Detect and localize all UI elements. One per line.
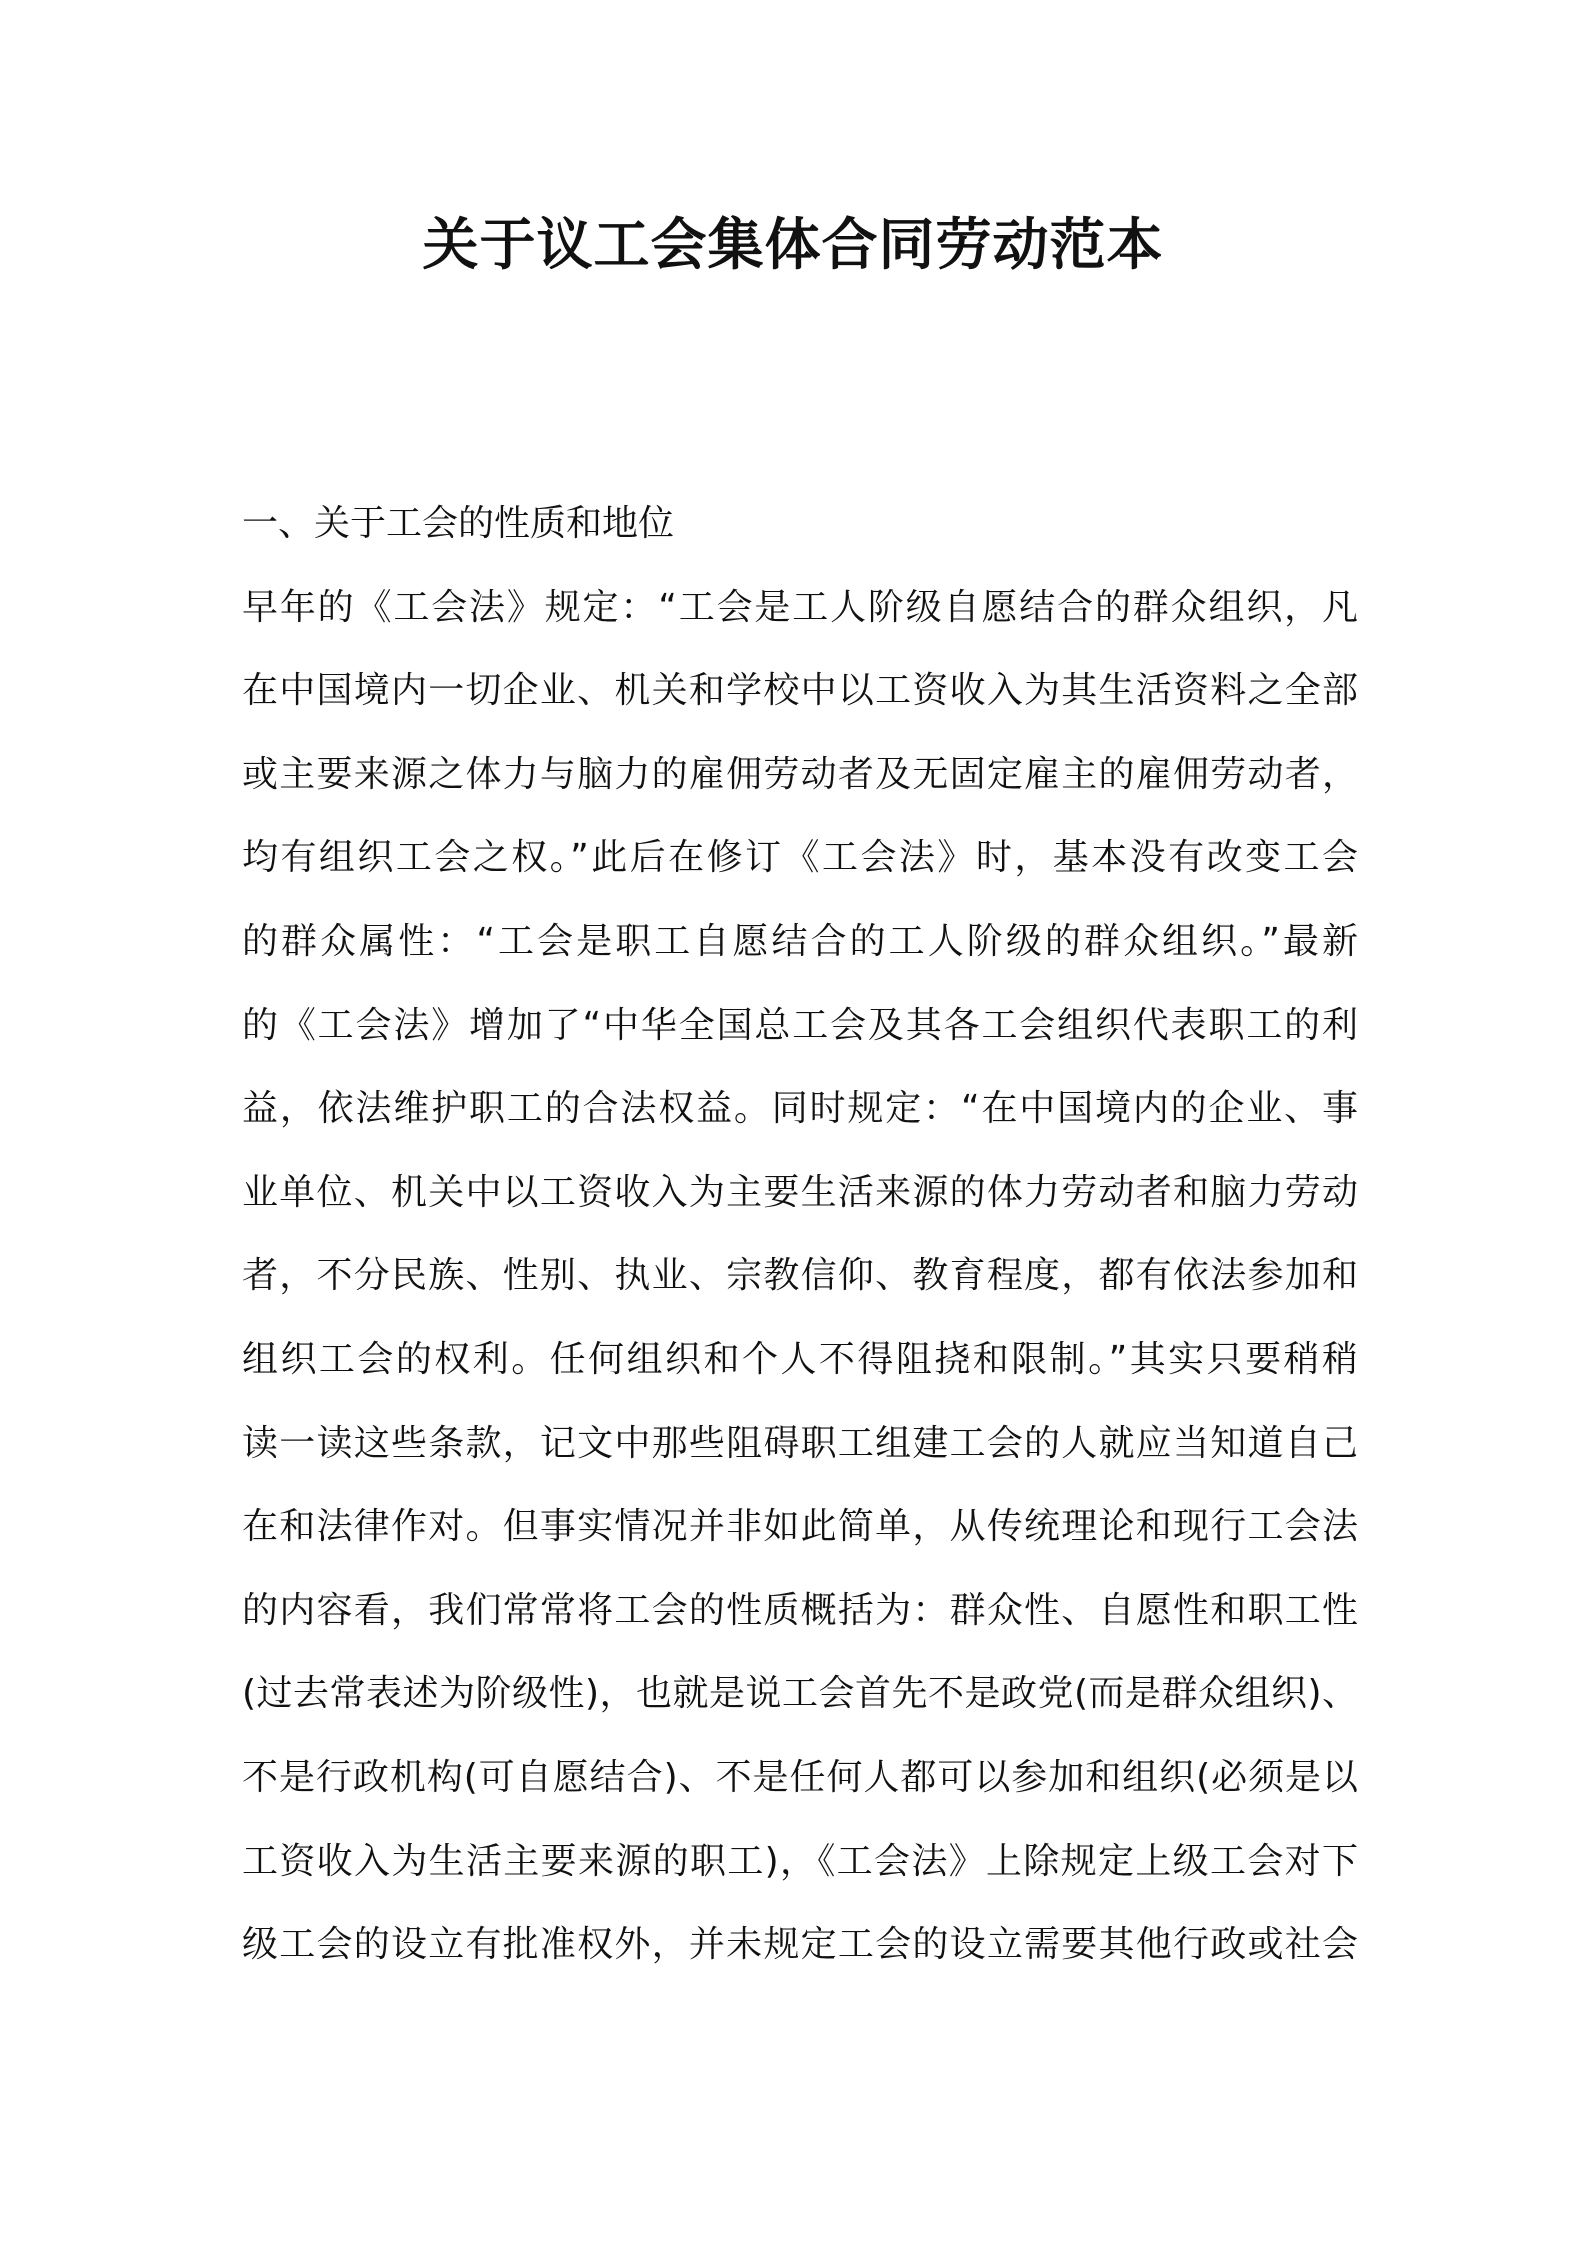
section-heading: 一、关于工会的性质和地位 [242, 503, 675, 544]
paragraph-line: 级工会的设立有批准权外，并未规定工会的设立需要其他行政或社会 [242, 1924, 1358, 1966]
paragraph-line: 的《工会法》增加了“中华全国总工会及其各工会组织代表职工的利 [242, 1004, 1358, 1046]
paragraph-line: 均有组织工会之权。”此后在修订《工会法》时，基本没有改变工会 [242, 837, 1358, 879]
paragraph-line: (过去常表述为阶级性)，也就是说工会首先不是政党(而是群众组织)、 [242, 1673, 1358, 1715]
paragraph-line: 的内容看，我们常常将工会的性质概括为：群众性、自愿性和职工性 [242, 1589, 1358, 1631]
paragraph-line: 业单位、机关中以工资收入为主要生活来源的体力劳动者和脑力劳动 [242, 1171, 1358, 1213]
paragraph-line: 者，不分民族、性别、执业、宗教信仰、教育程度，都有依法参加和 [242, 1255, 1358, 1297]
paragraph-line: 不是行政机构(可自愿结合)、不是任何人都可以参加和组织(必须是以 [242, 1756, 1358, 1798]
paragraph-line: 或主要来源之体力与脑力的雇佣劳动者及无固定雇主的雇佣劳动者， [242, 753, 1358, 795]
document-title: 关于议工会集体合同劳动范本 [422, 213, 1164, 278]
paragraph-line: 益，依法维护职工的合法权益。同时规定：“在中国境内的企业、事 [242, 1088, 1358, 1130]
paragraph-line: 组织工会的权利。任何组织和个人不得阻挠和限制。”其实只要稍稍 [242, 1338, 1358, 1380]
paragraph-line: 的群众属性：“工会是职工自愿结合的工人阶级的群众组织。”最新 [242, 920, 1358, 962]
paragraph-line: 在和法律作对。但事实情况并非如此简单，从传统理论和现行工会法 [242, 1506, 1358, 1548]
paragraph-line: 在中国境内一切企业、机关和学校中以工资收入为其生活资料之全部 [242, 670, 1358, 712]
paragraph-line: 工资收入为生活主要来源的职工)，《工会法》上除规定上级工会对下 [242, 1840, 1358, 1882]
paragraph-line: 读一读这些条款，记文中那些阻碍职工组建工会的人就应当知道自己 [242, 1422, 1358, 1464]
document-body [242, 482, 1358, 1987]
paragraph-line: 早年的《工会法》规定：“工会是工人阶级自愿结合的群众组织，凡 [242, 586, 1358, 628]
